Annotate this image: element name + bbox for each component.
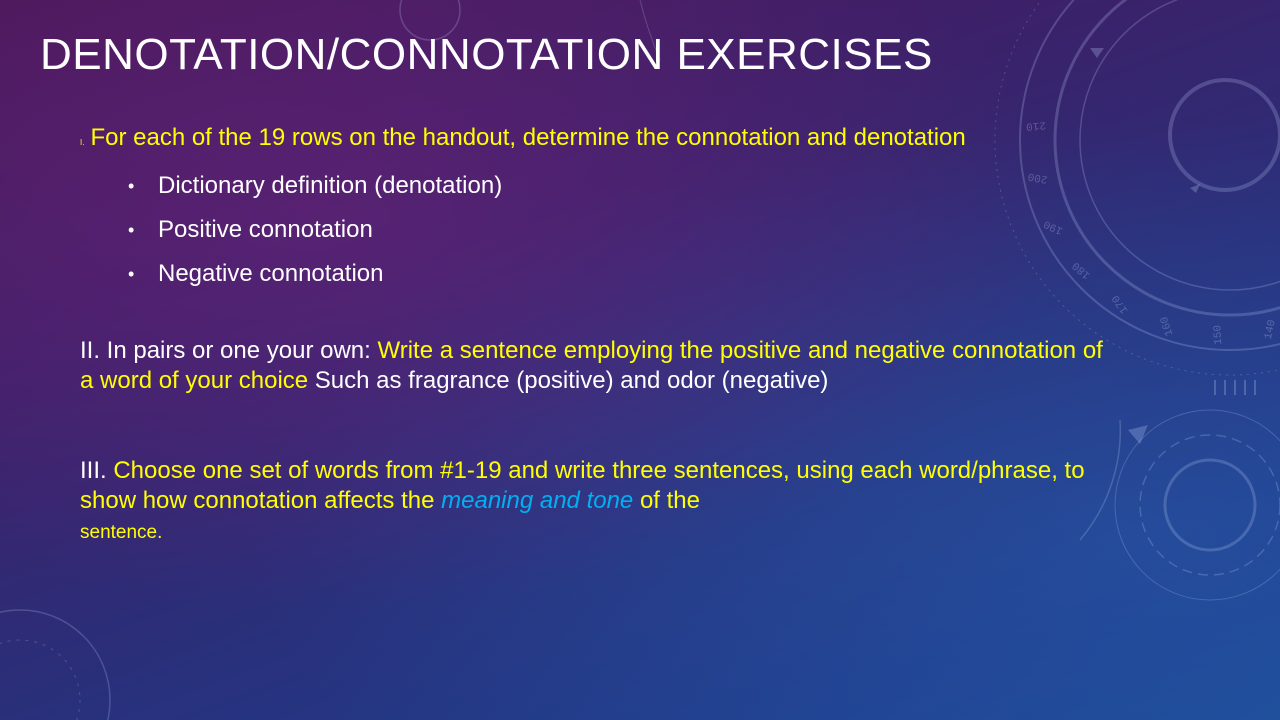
dial-number: 170 <box>1110 292 1132 316</box>
dial-number: 210 <box>1025 118 1047 132</box>
decor-ring <box>0 640 80 720</box>
decor-arrow <box>1090 48 1104 58</box>
bullet-list <box>80 171 1110 289</box>
page-title: DENOTATION/CONNOTATION EXERCISES <box>40 30 933 79</box>
section-1-text: For each of the 19 rows on the handout, determine the connotation and denotation <box>90 124 966 151</box>
section-2-highlight: Write a sentence employing the positive and negative connotation of a word of your choice <box>80 337 1103 394</box>
bullet-text: Positive connotation <box>158 216 373 243</box>
section-1-numeral: I. <box>80 138 85 147</box>
decor-ring <box>1165 460 1255 550</box>
decor-ring <box>1140 435 1280 575</box>
section-3-highlight: Choose one set of words from #1-19 and write three sentences, using each word/phrase, to show how connotation affects the <box>80 457 1085 514</box>
section-3-emphasis: meaning and tone <box>441 487 634 514</box>
section-1 <box>80 123 1110 158</box>
list-item <box>80 215 1110 245</box>
bullet-icon: • <box>128 220 135 240</box>
bullet-icon: • <box>128 176 135 196</box>
decor-arrow <box>1190 184 1200 193</box>
list-item <box>80 171 1110 201</box>
dial-number: 140 <box>1262 318 1279 341</box>
dial-number: 150 <box>1212 324 1226 346</box>
section-3-last-word: sentence. <box>80 522 163 543</box>
list-item <box>80 259 1110 289</box>
bullet-icon: • <box>128 264 135 284</box>
bullet-text: Negative connotation <box>158 260 384 287</box>
section-3-after-emphasis: of the <box>633 487 700 514</box>
section-2-tail: Such as fragrance (positive) and odor (negative) <box>308 367 829 394</box>
decor-ring <box>1115 410 1280 600</box>
decor-ring <box>0 610 110 720</box>
section-2 <box>80 336 1110 396</box>
dial-number: 180 <box>1070 258 1094 281</box>
bullet-text: Dictionary definition (denotation) <box>158 172 503 199</box>
section-3 <box>80 456 1110 548</box>
decor-ring <box>1080 0 1280 290</box>
decor-ring <box>1170 80 1280 190</box>
decor-arrow <box>1128 425 1148 444</box>
dial-number: 190 <box>1041 216 1066 237</box>
dial-number: 160 <box>1158 314 1177 338</box>
section-3-lead: III. <box>80 457 114 484</box>
section-2-lead: II. In pairs or one your own: <box>80 337 378 364</box>
dial-number: 200 <box>1027 169 1049 185</box>
slide-body <box>80 123 1110 548</box>
